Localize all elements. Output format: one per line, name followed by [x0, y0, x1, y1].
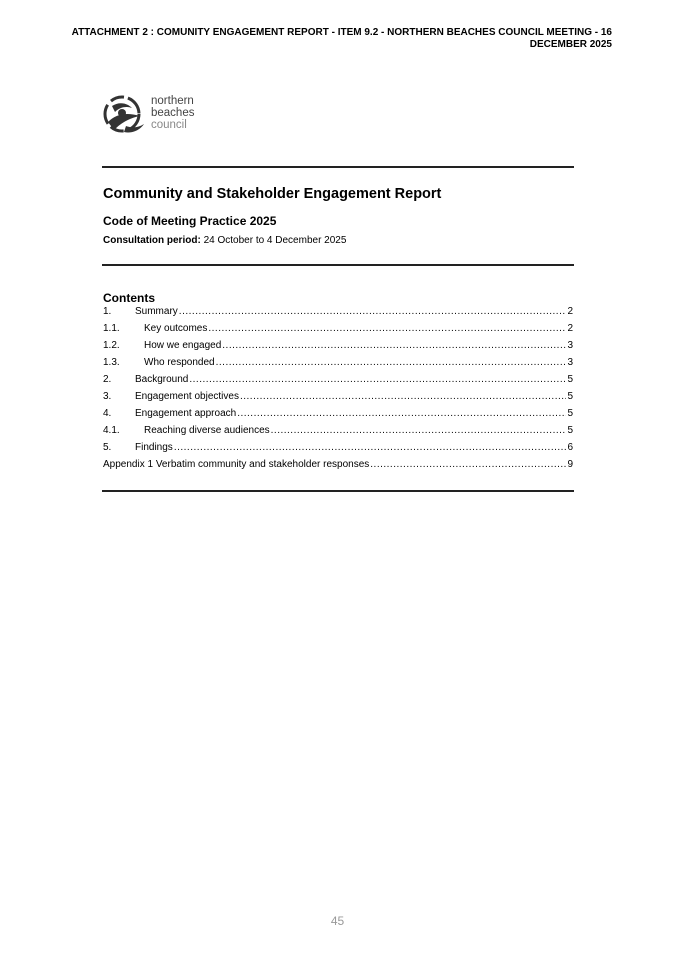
report-subtitle: Code of Meeting Practice 2025 [103, 214, 277, 228]
toc-item-number: 1.2. [103, 340, 120, 351]
toc-item-page: 5 [567, 408, 573, 419]
toc-item-page: 3 [567, 340, 573, 351]
toc-item-label: Reaching diverse audiences [144, 425, 270, 436]
divider-top [102, 166, 574, 168]
toc-item-label: Background [135, 374, 189, 385]
toc-leader [189, 373, 566, 387]
toc-item-page: 9 [567, 459, 573, 470]
toc-item-number: 4. [103, 408, 112, 419]
table-of-contents [103, 305, 573, 475]
toc-item-label: Findings [135, 442, 173, 453]
toc-item-label: How we engaged [144, 340, 222, 351]
toc-item-key-outcomes[interactable] [103, 322, 573, 339]
toc-item-number: 4.1. [103, 425, 120, 436]
toc-item-page: 5 [567, 425, 573, 436]
toc-item-number: 1. [103, 306, 112, 317]
report-title: Community and Stakeholder Engagement Report [103, 186, 442, 202]
toc-item-number: 3. [103, 391, 112, 402]
toc-item-label: Engagement approach [135, 408, 237, 419]
toc-leader [222, 339, 566, 353]
toc-item-engagement-objectives[interactable] [103, 390, 573, 407]
toc-leader [240, 390, 566, 404]
consultation-period-label: Consultation period: [103, 235, 201, 246]
toc-leader [271, 424, 567, 438]
toc-item-page: 5 [567, 374, 573, 385]
logo-text-beaches: beaches [151, 107, 195, 119]
toc-item-how-we-engaged[interactable] [103, 339, 573, 356]
toc-item-page: 5 [567, 391, 573, 402]
toc-leader [216, 356, 567, 370]
toc-item-label: Who responded [144, 357, 215, 368]
toc-item-page: 2 [567, 306, 573, 317]
consultation-period [103, 235, 346, 246]
toc-item-number: 5. [103, 442, 112, 453]
toc-item-label: Summary [135, 306, 178, 317]
toc-item-number: 2. [103, 374, 112, 385]
council-logo [100, 92, 210, 142]
divider-bottom [102, 490, 574, 492]
header-line-2: DECEMBER 2025 [529, 39, 612, 50]
toc-item-who-responded[interactable] [103, 356, 573, 373]
toc-item-label: Appendix 1 Verbatim community and stakeholder responses [103, 459, 370, 470]
toc-item-page: 6 [567, 442, 573, 453]
toc-item-page: 2 [567, 323, 573, 334]
toc-leader [179, 305, 567, 319]
toc-item-number: 1.3. [103, 357, 120, 368]
toc-item-page: 3 [567, 357, 573, 368]
toc-item-engagement-approach[interactable] [103, 407, 573, 424]
header-line-1: ATTACHMENT 2 : COMUNITY ENGAGEMENT REPORT - ITEM 9.2 - NORTHERN BEACHES COUNCIL MEETING - 16 [71, 27, 612, 38]
page-number: 45 [330, 914, 345, 928]
northern-beaches-emblem-icon [100, 92, 148, 140]
toc-item-appendix-1[interactable] [103, 458, 573, 475]
toc-leader [174, 441, 567, 455]
consultation-period-value: 24 October to 4 December 2025 [203, 235, 347, 246]
logo-text-council: council [151, 119, 187, 131]
divider-middle [102, 264, 574, 266]
attachment-header [40, 27, 612, 51]
toc-item-findings[interactable] [103, 441, 573, 458]
toc-item-reaching-diverse-audiences[interactable] [103, 424, 573, 441]
contents-heading: Contents [103, 291, 155, 305]
toc-item-label: Engagement objectives [135, 391, 239, 402]
toc-leader [370, 458, 566, 472]
toc-item-label: Key outcomes [144, 323, 208, 334]
logo-wordmark [151, 95, 194, 131]
toc-leader [237, 407, 566, 421]
toc-item-summary[interactable] [103, 305, 573, 322]
toc-leader [208, 322, 566, 336]
logo-text-northern: northern [151, 95, 194, 107]
toc-item-number: 1.1. [103, 323, 120, 334]
toc-item-background[interactable] [103, 373, 573, 390]
